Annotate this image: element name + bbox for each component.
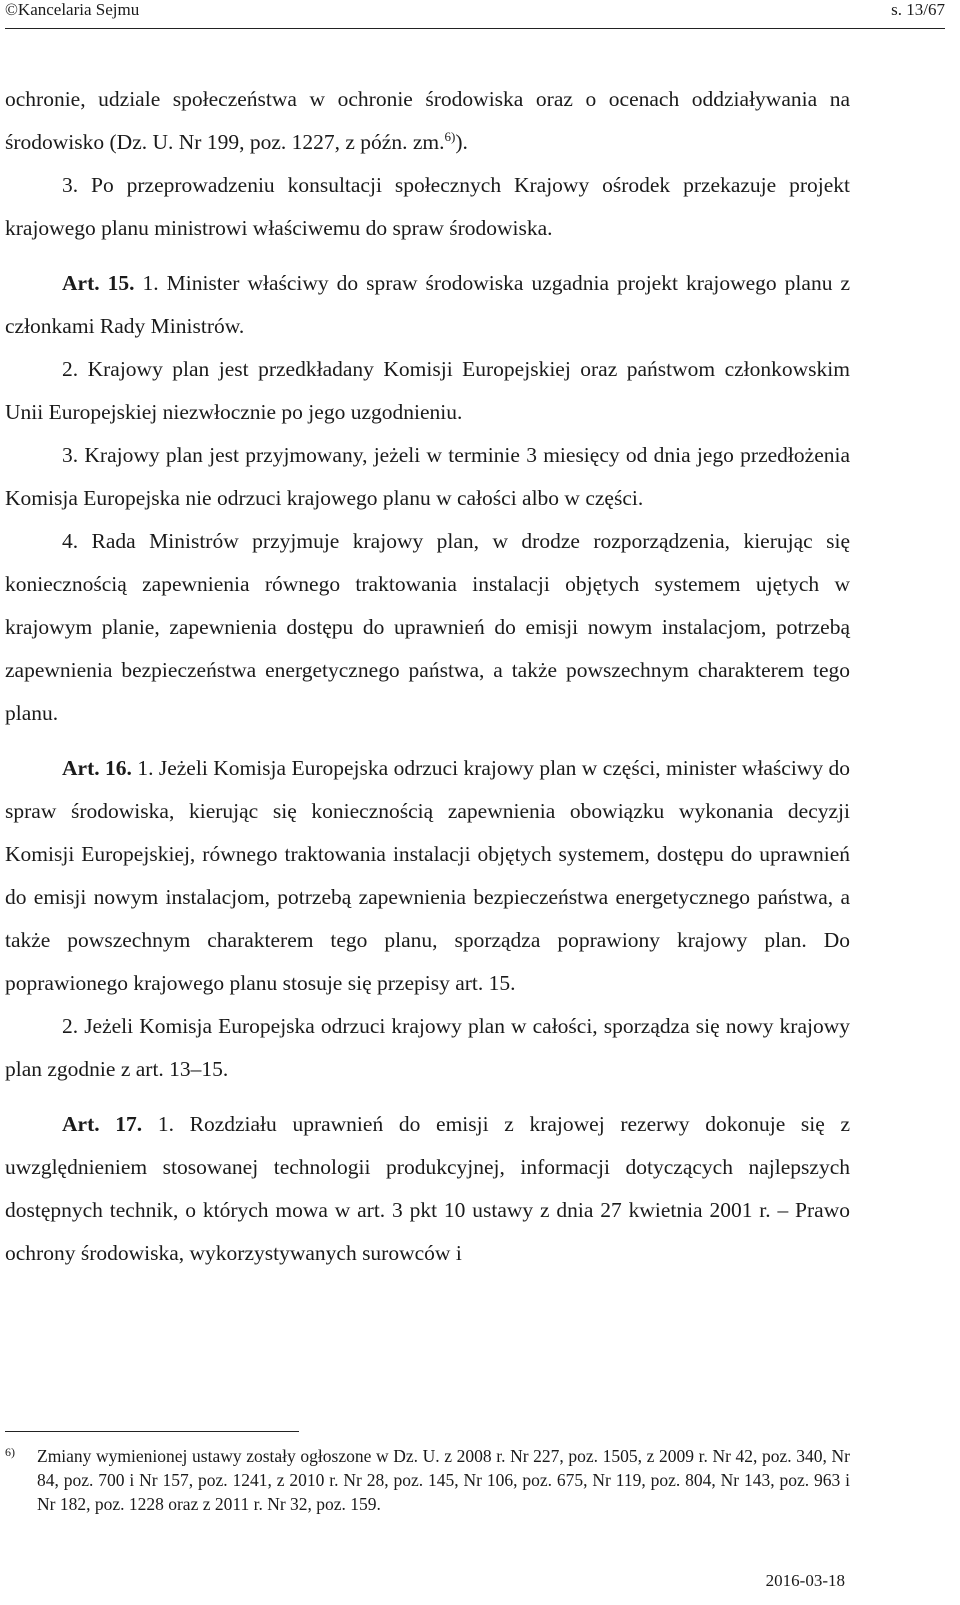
footnote-mark: 6) (5, 1445, 15, 1459)
footnote-text: Zmiany wymienionej ustawy zostały ogłoszone w Dz. U. z 2008 r. Nr 227, poz. 1505, z 2009 r. Nr 42, poz. 340, Nr 84, poz. 700 i Nr 157, poz. 1241, z 2010 r. Nr 28, poz. 145, Nr 106, poz. 675, Nr 119, poz. 804, Nr 143, poz. 963 i Nr 182, poz. 1228 oraz z 2011 r. Nr 32, poz. 159. (37, 1446, 850, 1514)
copyright-label: ©Kancelaria Sejmu (5, 0, 140, 19)
paragraph-art15-2: 2. Krajowy plan jest przedkładany Komisji Europejskiej oraz państwom członkowskim Unii Europejskiej niezwłocznie po jego uzgodnieniu. (5, 357, 850, 424)
footnote-separator (5, 1431, 299, 1432)
paragraph-art15-3: 3. Krajowy plan jest przyjmowany, jeżeli w terminie 3 miesięcy od dnia jego przedłożenia Komisja Europejska nie odrzuci krajowego planu w całości albo w części. (5, 443, 850, 510)
paragraph-art14-3: 3. Po przeprowadzeniu konsultacji społecznych Krajowy ośrodek przekazuje projekt krajowego planu ministrowi właściwemu do spraw środowiska. (5, 173, 850, 240)
document-body (5, 78, 850, 1275)
paragraph-art16-2: 2. Jeżeli Komisja Europejska odrzuci krajowy plan w całości, sporządza się nowy krajowy plan zgodnie z art. 13–15. (5, 1014, 850, 1081)
footnote-reference[interactable]: 6) (444, 128, 456, 144)
page-header (5, 0, 945, 29)
article-17: Art. 17. 1. Rozdziału uprawnień do emisji z krajowej rezerwy dokonuje się z uwzględnieniem stosowanej technologii produkcyjnej, informacji dotyczących najlepszych dostępnych technik, o których mowa w art. 3 pkt 10 ustawy z dnia 27 kwietnia 2001 r. – Prawo ochrony środowiska, wykorzystywanych surowców i (5, 1112, 850, 1265)
page-number: s. 13/67 (891, 0, 945, 19)
paragraph-continuation: ochronie, udziale społeczeństwa w ochronie środowiska oraz o ocenach oddziaływania na środowisko (Dz. U. Nr 199, poz. 1227, z późn. zm.$^{6)}$). (5, 87, 850, 154)
article-label: Art. 17. (62, 1112, 143, 1136)
document-date: 2016-03-18 (765, 1571, 845, 1590)
footnote (5, 1444, 850, 1516)
article-16: Art. 16. 1. Jeżeli Komisja Europejska odrzuci krajowy plan w części, minister właściwy do spraw środowiska, kierując się koniecznością zapewnienia obowiązku wykonania decyzji Komisji Europejskiej, równego traktowania instalacji objętych systemem, dostępu do uprawnień do emisji nowym instalacjom, potrzebą zapewnienia bezpieczeństwa energetycznego państwa, a także powszechnym charakterem tego planu, sporządza poprawiony krajowy plan. Do poprawionego krajowego planu stosuje się przepisy art. 15. (5, 756, 850, 995)
article-label: Art. 15. (62, 271, 135, 295)
article-15: Art. 15. 1. Minister właściwy do spraw środowiska uzgadnia projekt krajowego planu z członkami Rady Ministrów. (5, 271, 850, 338)
paragraph-art15-4: 4. Rada Ministrów przyjmuje krajowy plan, w drodze rozporządzenia, kierując się koniecznością zapewnienia równego traktowania instalacji objętych systemem ujętych w krajowym planie, zapewnienia dostępu do uprawnień do emisji nowym instalacjom, potrzebą zapewnienia bezpieczeństwa energetycznego państwa, a także powszechnym charakterem tego planu. (5, 529, 850, 725)
article-label: Art. 16. (62, 756, 132, 780)
